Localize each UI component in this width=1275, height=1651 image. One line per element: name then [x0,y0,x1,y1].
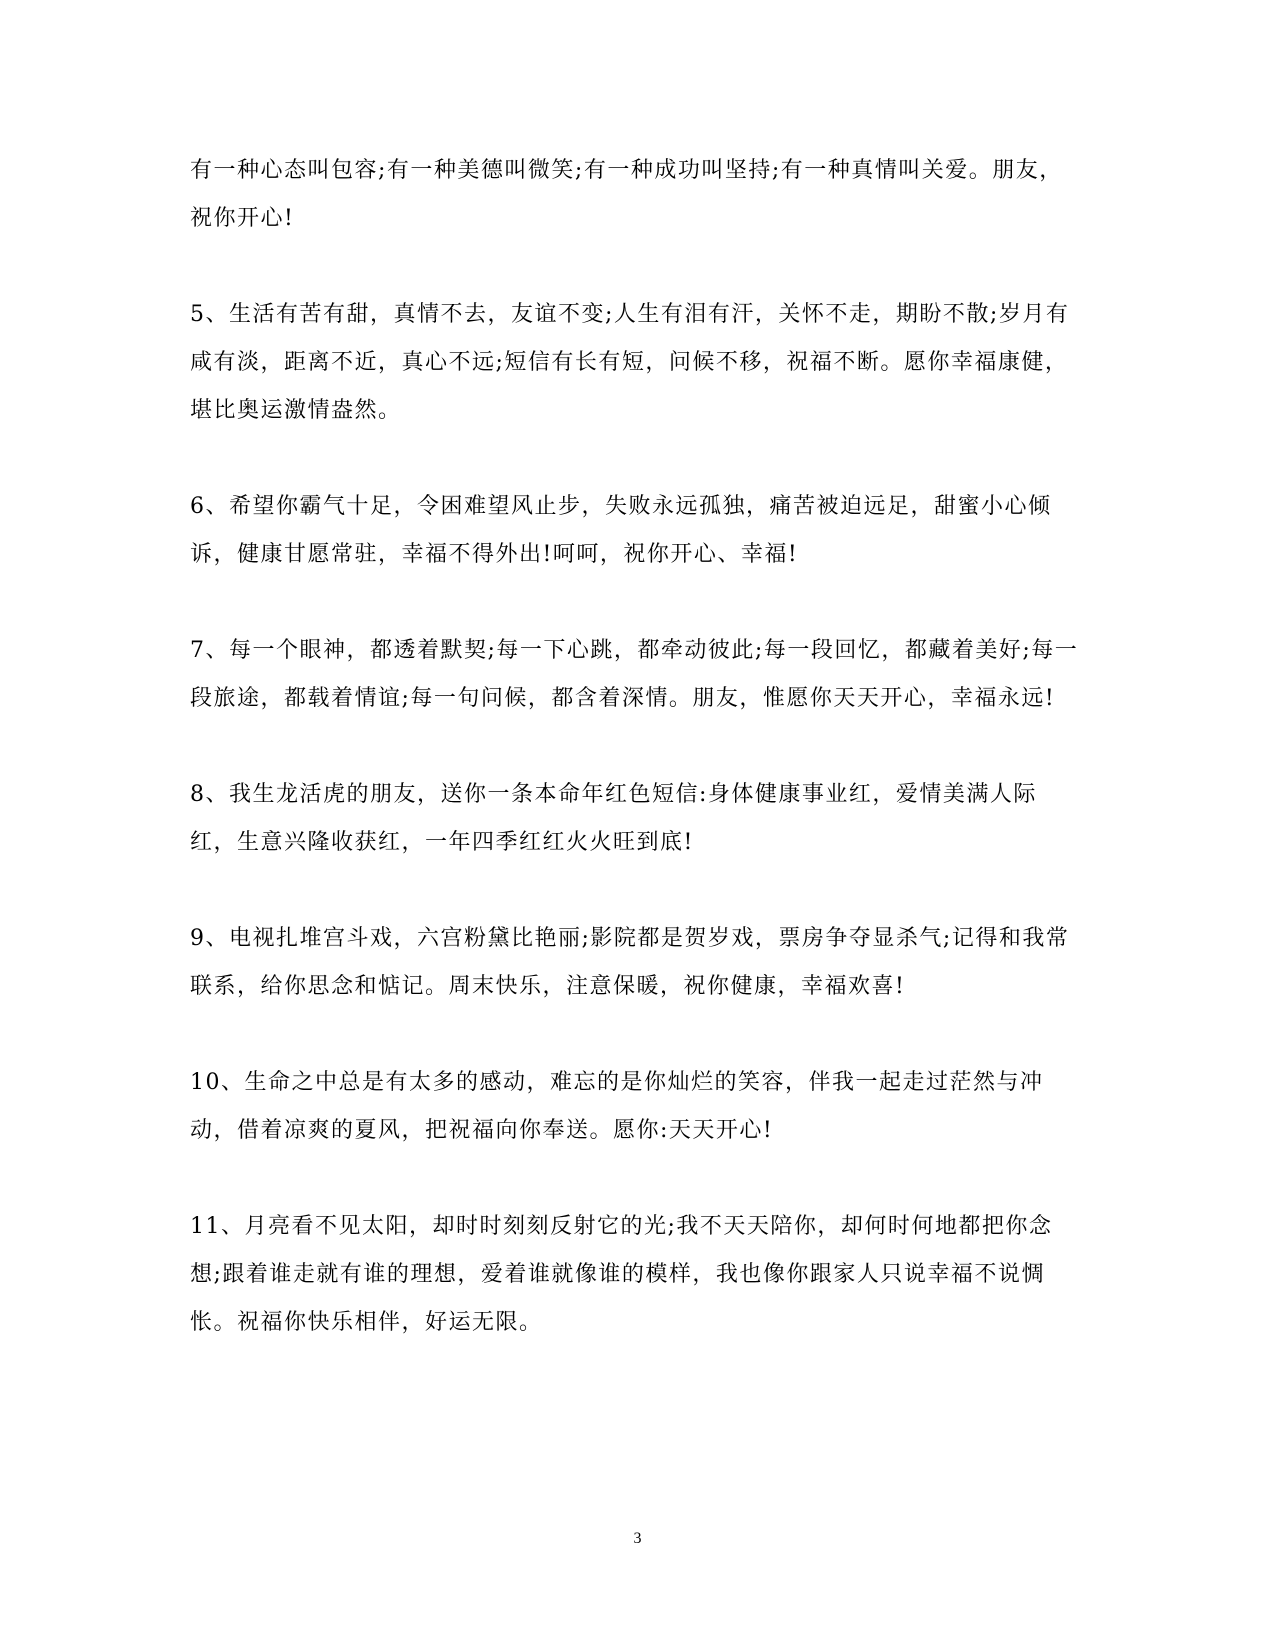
paragraph-3: 6、希望你霸气十足，令困难望风止步，失败永远孤独，痛苦被迫远足，甜蜜小心倾诉，健康甘愿常驻，幸福不得外出!呵呵，祝你开心、幸福! [190,494,1052,567]
paragraph-2: 5、生活有苦有甜，真情不去，友谊不变;人生有泪有汗，关怀不走，期盼不散;岁月有咸有淡，距离不近，真心不远;短信有长有短，问候不移，祝福不断。愿你幸福康健，堪比奥运激情盎然。 [190,302,1070,423]
page-number: 3 [633,1530,642,1547]
paragraph-1: 有一种心态叫包容;有一种美德叫微笑;有一种成功叫坚持;有一种真情叫关爱。朋友，祝你开心! [190,158,1063,231]
paragraph-5: 8、我生龙活虎的朋友，送你一条本命年红色短信:身体健康事业红，爱情美满人际红，生意兴隆收获红，一年四季红红火火旺到底! [190,782,1037,855]
paragraph-7: 10、生命之中总是有太多的感动，难忘的是你灿烂的笑容，伴我一起走过茫然与冲动，借着凉爽的夏风，把祝福向你奉送。愿你:天天开心! [190,1070,1044,1143]
paragraph-8: 11、月亮看不见太阳，却时时刻刻反射它的光;我不天天陪你，却何时何地都把你念想;跟着谁走就有谁的理想，爱着谁就像谁的模样，我也像你跟家人只说幸福不说惆怅。祝福你快乐相伴，好运无限。 [190,1214,1053,1335]
document-body [190,147,1080,1395]
paragraph-4: 7、每一个眼神，都透着默契;每一下心跳，都牵动彼此;每一段回忆，都藏着美好;每一段旅途，都载着情谊;每一句问候，都含着深情。朋友，惟愿你天天开心，幸福永远! [190,638,1079,711]
paragraph-6: 9、电视扎堆宫斗戏，六宫粉黛比艳丽;影院都是贺岁戏，票房争夺显杀气;记得和我常联系，给你思念和惦记。周末快乐，注意保暖，祝你健康，幸福欢喜! [190,926,1070,999]
